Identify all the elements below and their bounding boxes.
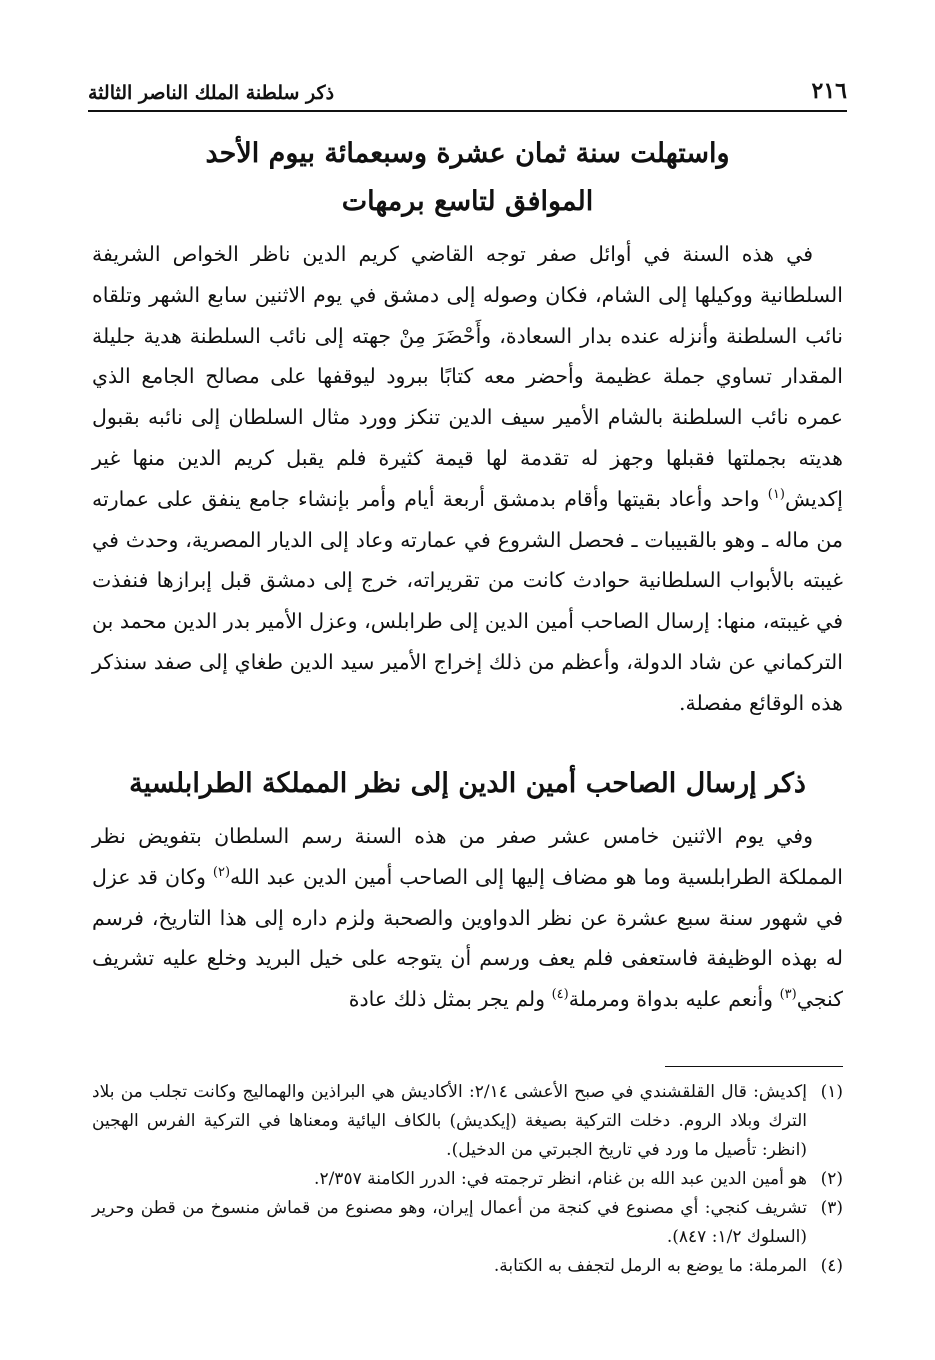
paragraph-text: ولم يجر بمثل ذلك عادة [348,987,552,1012]
footnote-number: (١) [820,1082,843,1102]
page-number: ٢١٦ [811,78,847,104]
footnote-3 [92,1194,843,1252]
heading-line-2: الموافق لتاسع برمهات [341,186,594,217]
paragraph-text: واحد وأعاد بقيتها وأقام بدمشق أربعة أيام وأمر بإنشاء جامع ينفق على عمارته من ماله ـ وهو بالقبيبات ـ فحصل الشروع في عمارته وعاد إلى الديار المصرية، وحدث في غيبته بالأبواب السلطانية حوادث كانت من تقريراته، خرج إلى دمشق قبل إبرازها فنفذت في غيبته، منها: إرسال الصاحب أمين الدين إلى طرابلس، وعزل الأمير بدر الدين محمد بن التركماني عن شاد الدولة، وأعظم من ذلك إخراج الأمير سيد الدين طغاي إلى صفد سنذكر هذه الوقائع مفصلة. [92,486,843,715]
section-heading-year [88,130,847,226]
paragraph [92,816,843,1020]
footnote-text: هو أمين الدين عبد الله بن غنام، انظر ترجمته في: الدرر الكامنة ٢/٣٥٧. [314,1169,807,1189]
footnote-reference-1: (١) [767,486,785,502]
paragraph-text: في هذه السنة في أوائل صفر توجه القاضي كريم الدين ناظر الخواص الشريفة السلطانية ووكيلها إلى الشام، فكان وصوله إلى دمشق في يوم الاثنين سابع الشهر وتلقاه نائب السلطنة وأنزله عنده بدار السعادة، وأَحْضَرَ مِنْ جهته إلى نائب السلطنة هدية جليلة المقدار تساوي جملة عظيمة وأحضر معه كتابًا ببرود ليوقفها على مصالح الجامع الذي عمره نائب السلطنة بالشام الأمير سيف الدين تنكز وورد مثال السلطان إلى نائبه بقبول هديته بجملتها فقبلها وجهز له تقدمة لها قيمة كثيرة فلم يقبل كريم الدين منها غير إكديش [92,242,843,511]
heading-line-1: واستهلت سنة ثمان عشرة وسبعمائة بيوم الأحد [205,138,730,169]
footnote-2 [92,1165,843,1194]
footnotes [92,1078,843,1281]
chapter-title: ذكر سلطنة الملك الناصر الثالثة [88,82,335,104]
footnote-reference-4: (٤) [551,987,569,1003]
footnote-text: تشريف كنجي: أي مصنوع في كنجة من أعمال إيران، وهو مصنوع من قماش منسوخ من قطن وحرير (السلوك ١/٢: ٨٤٧). [92,1198,807,1247]
footnote-reference-3: (٣) [779,987,797,1003]
paragraph-text: وفي يوم الاثنين خامس عشر صفر من هذه السنة رسم السلطان بتفويض نظر المملكة الطرابلسية وما هو مضاف إليها إلى الصاحب أمين الدين عبد الله [92,824,843,889]
paragraph-text: وأنعم عليه بدواة ومرملة [568,987,780,1012]
footnote-number: (٣) [820,1198,843,1218]
body-paragraph-1 [92,234,843,724]
footnote-reference-2: (٢) [212,864,231,880]
footnote-text: إكديش: قال القلقشندي في صبح الأعشى ٢/١٤: الأكاديش هي البراذين والهماليج وكانت تجلب من بلاد الترك وبلاد الروم. دخلت التركية بصيغة (إيكديش) بالكاف اليائية ومعناها في التركية الفرس الهجين (انظر: تأصيل ما ورد في تاريخ الجبرتي من الدخيل). [92,1082,807,1160]
paragraph [92,234,843,724]
footnote-number: (٤) [820,1256,843,1276]
footnote-number: (٢) [820,1169,843,1189]
section-heading-amin-al-din: ذكر إرسال الصاحب أمين الدين إلى نظر المملكة الطرابلسية [129,768,806,799]
body-paragraph-2 [92,816,843,1020]
footnote-4 [92,1252,843,1281]
footnote-text: المرملة: ما يوضع به الرمل لتجفف به الكتابة. [493,1256,807,1276]
running-header [88,70,847,112]
footnote-1 [92,1078,843,1165]
paragraph-text: وكان قد عزل في شهور سنة سبع عشرة عن نظر الدواوين والصحبة ولزم داره إلى هذا التاريخ، فرسم له بهذه الوظيفة فاستعفى فلم يعف ورسم أن يتوجه على خيل البريد وخلع عليه تشريف كنجي [92,864,843,1012]
footnote-divider [665,1066,843,1067]
